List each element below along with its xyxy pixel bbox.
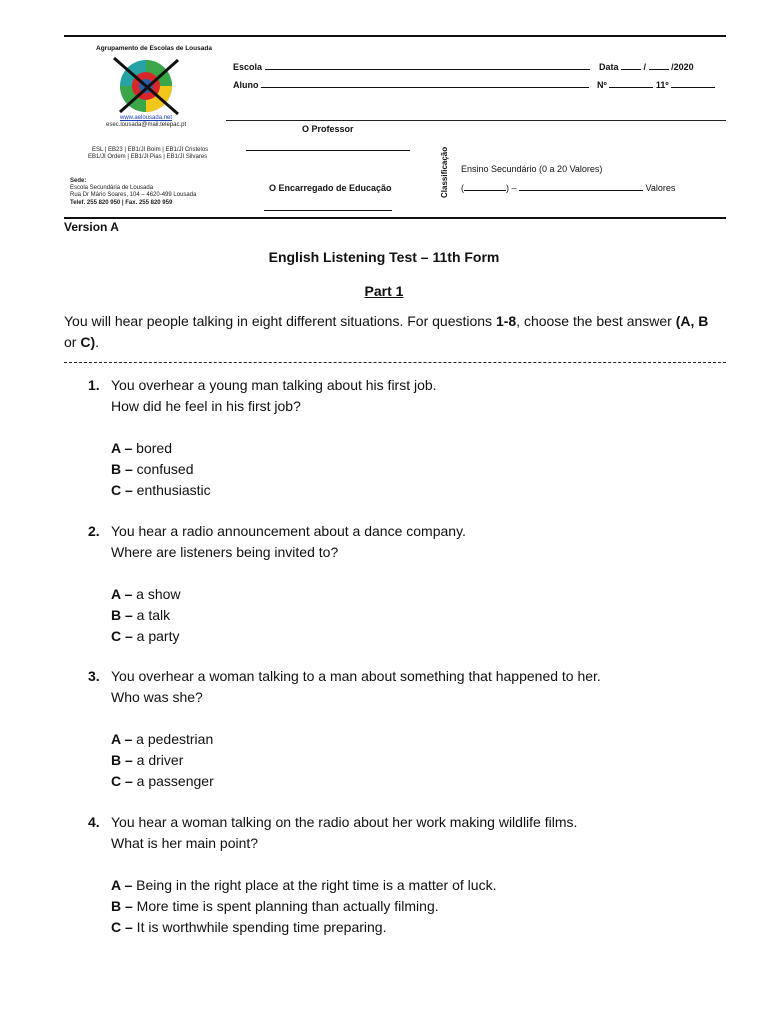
option-letter: A –: [111, 586, 133, 602]
option-letter: C –: [111, 628, 133, 644]
header-top-rule: [64, 35, 726, 37]
escola-input[interactable]: [265, 61, 590, 70]
option-a[interactable]: [88, 875, 728, 896]
option-text: a driver: [132, 752, 184, 768]
option-text: a party: [132, 628, 180, 644]
option-letter: B –: [111, 607, 133, 623]
numero-input[interactable]: [609, 79, 653, 88]
schools-list-line1: ESL | EB23 | EB1/JI Boim | EB1/JI Cristelos: [92, 147, 209, 153]
encarregado-signature-line[interactable]: [264, 210, 392, 211]
sede-name: Escola Secundária de Lousada: [70, 185, 154, 191]
question-number: 2.: [88, 523, 100, 539]
question-context: You overhear a young man talking about his first job.: [111, 377, 437, 393]
instructions: [64, 311, 724, 353]
option-letter: B –: [111, 752, 133, 768]
school-website-link[interactable]: www.aelousada.net: [120, 115, 173, 121]
option-letter: C –: [111, 919, 133, 935]
instructions-text-2: , choose the best answer: [516, 313, 676, 329]
professor-label: O Professor: [302, 124, 354, 134]
question-number: 3.: [88, 668, 100, 684]
instructions-option-c: C): [80, 334, 96, 350]
option-letter: B –: [111, 461, 133, 477]
option-c[interactable]: [88, 917, 728, 938]
valores-label: Valores: [645, 183, 676, 193]
instructions-text: You will hear people talking in eight different situations. For questions: [64, 313, 496, 329]
option-text: a passenger: [132, 773, 214, 789]
option-text: enthusiastic: [132, 482, 211, 498]
escola-label: Escola: [233, 62, 263, 72]
option-a[interactable]: [88, 729, 728, 750]
question-4: [88, 812, 728, 938]
instructions-range: 1-8: [495, 313, 517, 329]
option-text: More time is spent planning than actually filming.: [132, 898, 439, 914]
instructions-or: or: [64, 334, 81, 350]
question-prompt: What is her main point?: [111, 835, 259, 851]
instructions-options: (A, B: [675, 313, 709, 329]
option-letter: B –: [111, 898, 133, 914]
option-b[interactable]: [88, 896, 728, 917]
option-c[interactable]: [88, 480, 728, 501]
numero-field: [597, 79, 715, 90]
question-context: You hear a woman talking on the radio about her work making wildlife films.: [111, 814, 578, 830]
aluno-input[interactable]: [261, 79, 589, 88]
option-c[interactable]: [88, 771, 728, 792]
header-mid-rule: [226, 120, 726, 121]
sede-label: Sede:: [70, 178, 87, 184]
classificacao-label: Classificação: [440, 146, 449, 198]
turma-input[interactable]: [671, 79, 715, 88]
question-2: [88, 521, 728, 647]
school-email: esec.lousada@mail.telepac.pt: [106, 122, 187, 128]
question-prompt: Who was she?: [111, 689, 203, 705]
option-a[interactable]: [88, 438, 728, 459]
data-field: Data / /2020: [599, 62, 694, 72]
question-1: [88, 375, 728, 501]
option-letter: A –: [111, 731, 133, 747]
option-b[interactable]: [88, 459, 728, 480]
question-context: You hear a radio announcement about a dance company.: [111, 523, 466, 539]
option-a[interactable]: [88, 584, 728, 605]
school-logo: [108, 54, 184, 118]
encarregado-label: O Encarregado de Educação: [269, 183, 392, 193]
numero-label: Nº: [597, 80, 607, 90]
version-label: Version A: [64, 220, 119, 234]
option-c[interactable]: [88, 626, 728, 647]
ano-label: 11º: [655, 80, 669, 90]
sede-phone: Telef. 255 820 950 | Fax. 255 820 959: [70, 200, 173, 206]
schools-list-line2: EB1/JI Ordem | EB1/JI Pias | EB1/JI Silvares: [88, 154, 208, 160]
option-text: bored: [132, 440, 172, 456]
header-bottom-rule: [64, 217, 726, 219]
aluno-field: [233, 79, 589, 90]
sede-address: Rua Dr Mário Soares, 104 – 4620-499 Lousada: [70, 192, 197, 198]
valores-paren-open: (: [461, 183, 464, 193]
option-text: It is worthwhile spending time preparing.: [132, 919, 387, 935]
option-b[interactable]: [88, 605, 728, 626]
professor-signature-line[interactable]: [246, 150, 410, 151]
section-divider: [64, 362, 726, 363]
data-year: /2020: [671, 62, 694, 72]
question-number: 1.: [88, 377, 100, 393]
option-letter: A –: [111, 440, 133, 456]
option-text: a talk: [132, 607, 171, 623]
question-number: 4.: [88, 814, 100, 830]
option-text: a pedestrian: [132, 731, 214, 747]
option-letter: C –: [111, 482, 133, 498]
valores-numeric-input[interactable]: [464, 182, 506, 191]
school-group-name: Agrupamento de Escolas de Lousada: [96, 45, 212, 52]
question-3: [88, 666, 728, 792]
part-heading: Part 1: [364, 283, 404, 299]
option-letter: C –: [111, 773, 133, 789]
question-prompt: Where are listeners being invited to?: [111, 544, 339, 560]
valores-field: [461, 182, 675, 193]
data-day-input[interactable]: [621, 61, 641, 70]
option-b[interactable]: [88, 750, 728, 771]
question-context: You overhear a woman talking to a man about something that happened to her.: [111, 668, 601, 684]
option-text: confused: [132, 461, 194, 477]
option-letter: A –: [111, 877, 133, 893]
valores-text-input[interactable]: [519, 182, 643, 191]
data-label: Data: [599, 62, 619, 72]
data-month-input[interactable]: [649, 61, 669, 70]
option-text: Being in the right place at the right time is a matter of luck.: [132, 877, 497, 893]
valores-paren-close: ) –: [506, 183, 517, 193]
aluno-label: Aluno: [233, 80, 259, 90]
question-prompt: How did he feel in his first job?: [111, 398, 301, 414]
instructions-end: .: [95, 334, 100, 350]
ensino-label: Ensino Secundário (0 a 20 Valores): [461, 164, 603, 174]
test-title: English Listening Test – 11th Form: [268, 249, 500, 265]
escola-field: [233, 61, 590, 72]
option-text: a show: [132, 586, 181, 602]
